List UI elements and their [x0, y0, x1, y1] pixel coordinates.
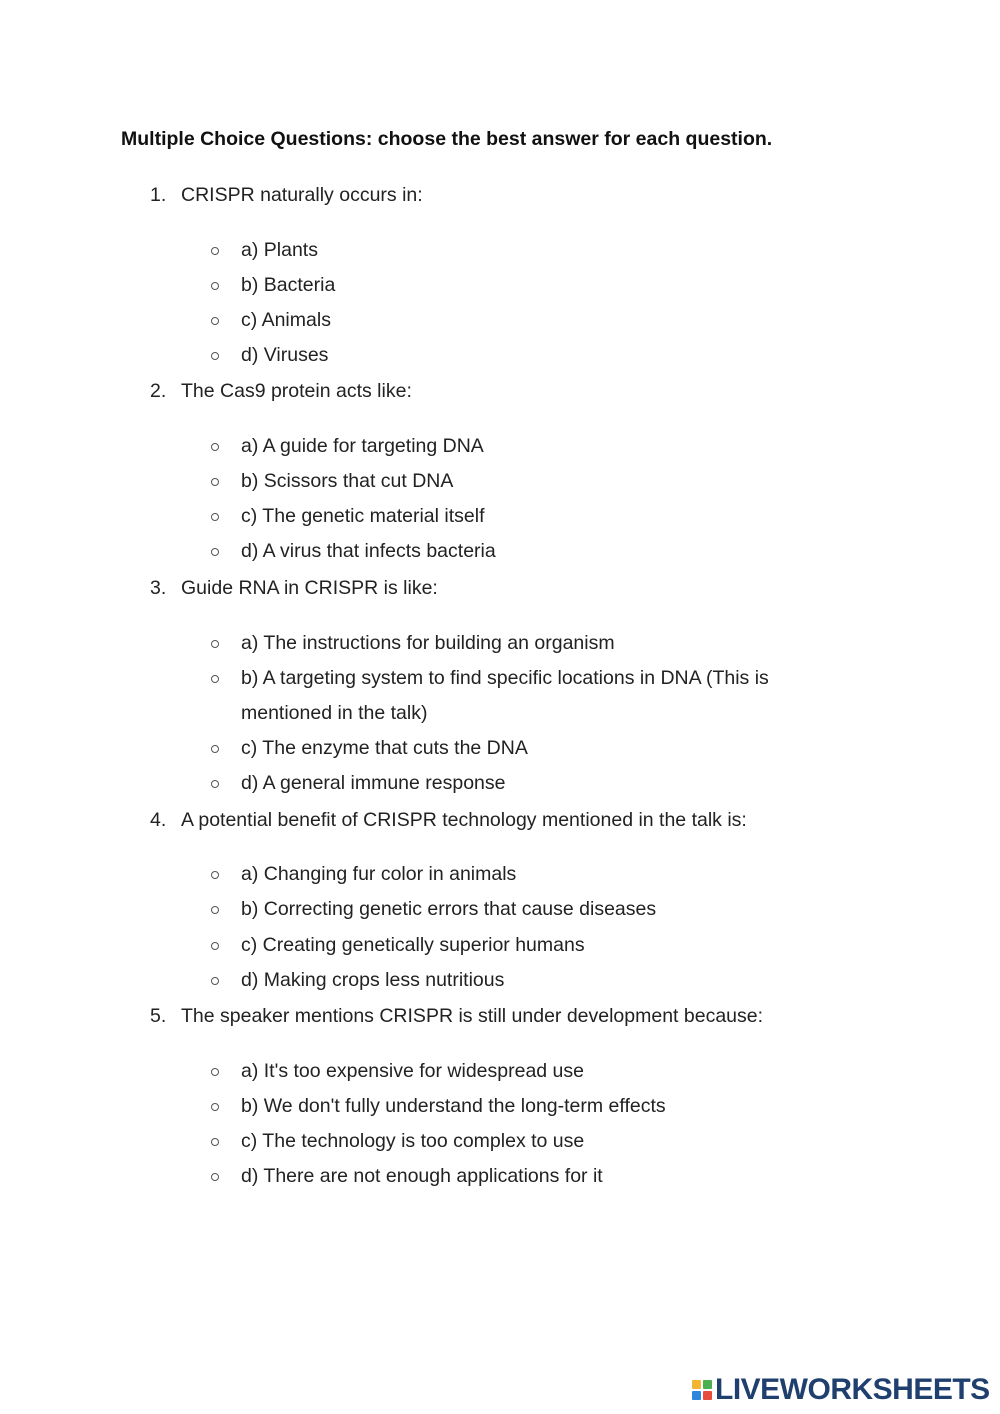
radio-circle-icon[interactable]: [211, 1173, 219, 1181]
logo-square: [692, 1380, 701, 1389]
radio-circle-icon[interactable]: [211, 745, 219, 753]
radio-circle-icon[interactable]: [211, 640, 219, 648]
option-text: a) Plants: [241, 239, 318, 261]
worksheet-heading: Multiple Choice Questions: choose the best answer for each question.: [121, 128, 773, 150]
logo-square: [692, 1391, 701, 1400]
radio-circle-icon[interactable]: [211, 871, 219, 879]
radio-circle-icon[interactable]: [211, 1103, 219, 1111]
logo-square: [703, 1391, 712, 1400]
option-text: b) A targeting system to find specific locations in DNA (This is mentioned in the talk): [241, 667, 769, 724]
question-text: Guide RNA in CRISPR is like:: [181, 577, 438, 599]
radio-circle-icon[interactable]: [211, 1138, 219, 1146]
radio-circle-icon[interactable]: [211, 443, 219, 451]
radio-circle-icon[interactable]: [211, 247, 219, 255]
option-text: d) Viruses: [241, 344, 329, 366]
option-text: d) Making crops less nutritious: [241, 969, 505, 991]
option-text: c) The enzyme that cuts the DNA: [241, 737, 528, 759]
option-text: c) Creating genetically superior humans: [241, 934, 585, 956]
radio-circle-icon[interactable]: [211, 942, 219, 950]
question-number: 3.: [150, 577, 167, 599]
question-text: The speaker mentions CRISPR is still under development because:: [181, 1005, 764, 1027]
radio-circle-icon[interactable]: [211, 282, 219, 290]
option-text: c) Animals: [241, 309, 331, 331]
option-text: b) Correcting genetic errors that cause diseases: [241, 898, 657, 920]
logo-square: [703, 1380, 712, 1389]
logo-squares-icon: [692, 1380, 712, 1400]
radio-circle-icon[interactable]: [211, 548, 219, 556]
radio-circle-icon[interactable]: [211, 906, 219, 914]
option-text: b) We don't fully understand the long-term effects: [241, 1095, 666, 1117]
question-number: 4.: [150, 809, 167, 831]
option-text: c) The technology is too complex to use: [241, 1130, 585, 1152]
question-text: CRISPR naturally occurs in:: [181, 184, 423, 206]
option-text: c) The genetic material itself: [241, 505, 485, 527]
question-number: 2.: [150, 380, 167, 402]
radio-circle-icon[interactable]: [211, 478, 219, 486]
radio-circle-icon[interactable]: [211, 1068, 219, 1076]
option-text: a) Changing fur color in animals: [241, 863, 517, 885]
option-text: a) It's too expensive for widespread use: [241, 1060, 584, 1082]
option-text: d) There are not enough applications for it: [241, 1165, 603, 1187]
radio-circle-icon[interactable]: [211, 352, 219, 360]
radio-circle-icon[interactable]: [211, 317, 219, 325]
option-text: b) Scissors that cut DNA: [241, 470, 454, 492]
option-text: d) A virus that infects bacteria: [241, 540, 496, 562]
logo-text: LIVEWORKSHEETS: [715, 1373, 990, 1406]
option-text: b) Bacteria: [241, 274, 336, 296]
liveworksheets-logo: [692, 1374, 990, 1406]
radio-circle-icon[interactable]: [211, 513, 219, 521]
option-text: a) The instructions for building an organism: [241, 632, 615, 654]
question-number: 1.: [150, 184, 167, 206]
radio-circle-icon[interactable]: [211, 780, 219, 788]
option-text: a) A guide for targeting DNA: [241, 435, 484, 457]
question-number: 5.: [150, 1005, 167, 1027]
question-text: A potential benefit of CRISPR technology mentioned in the talk is:: [181, 809, 747, 831]
question-text: The Cas9 protein acts like:: [181, 380, 412, 402]
option-text: d) A general immune response: [241, 772, 506, 794]
radio-circle-icon[interactable]: [211, 977, 219, 985]
radio-circle-icon[interactable]: [211, 675, 219, 683]
